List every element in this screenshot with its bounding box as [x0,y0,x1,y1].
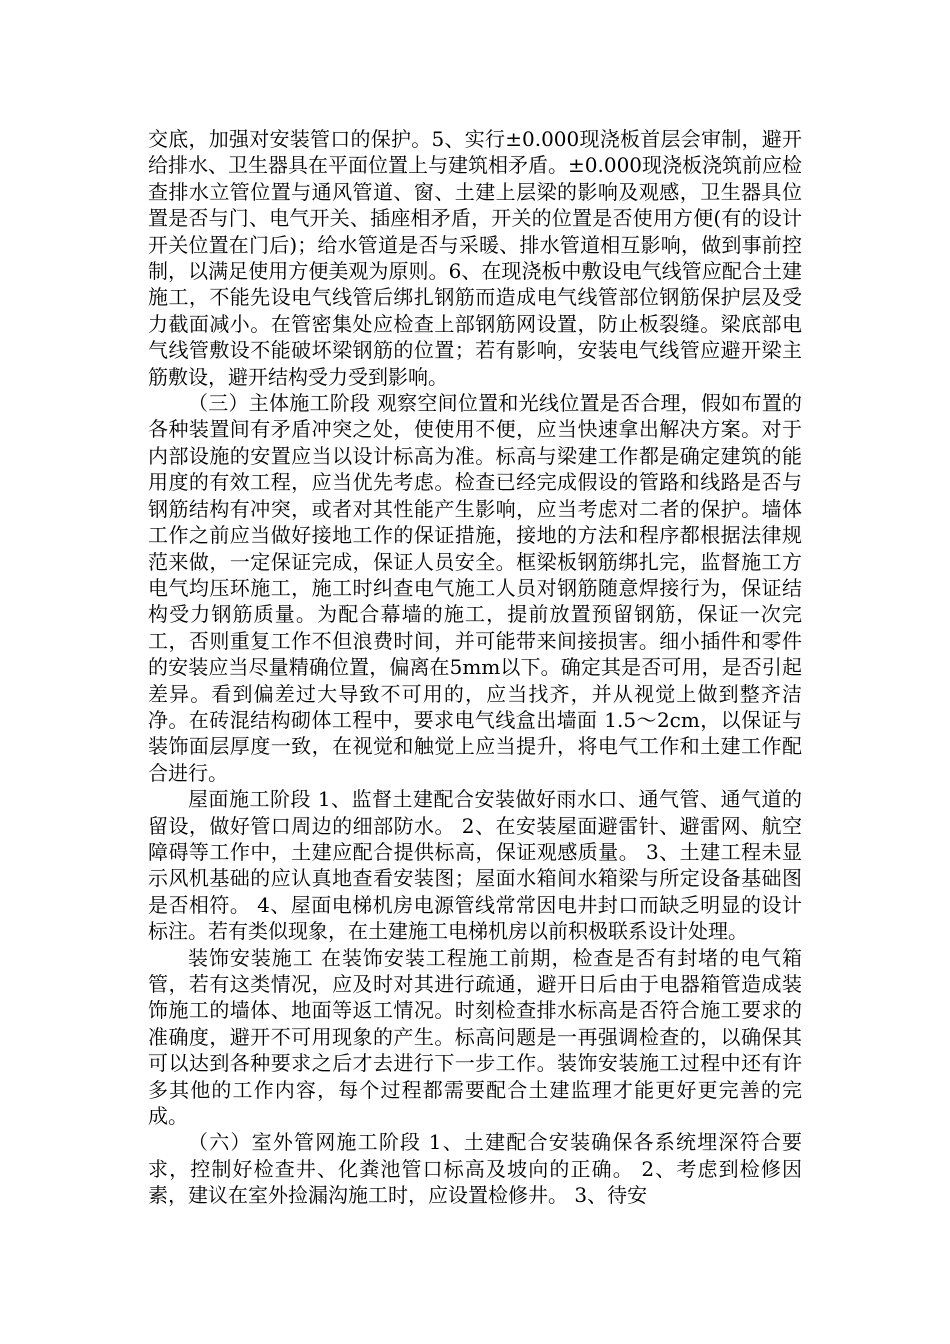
paragraph-3: 屋面施工阶段 1、监督土建配合安装做好雨水口、通气管、通气道的留设，做好管口周边的细部防水。 2、在安装屋面避雷针、避雷网、航空障碍等工作中，土建应配合提供标高，保证观感质量。 3、土建工程未显示风机基础的应认真地查看安装图；屋面水箱间水箱梁与所定设备基础图是否相符。 4、屋面电梯机房电源管线常常因电井封口而缺乏明显的设计标注。若有类似现象，在土建施工电梯机房以前积极联系设计处理。 [148,787,802,944]
paragraph-5: （六）室外管网施工阶段 1、土建配合安装确保各系统埋深符合要求，控制好检查井、化粪池管口标高及坡向的正确。 2、考虑到检修因素，建议在室外捡漏沟施工时，应设置检修井。 3、待安 [148,1130,802,1208]
paragraph-4: 装饰安装施工 在装饰安装工程施工前期，检查是否有封堵的电气箱管，若有这类情况，应及时对其进行疏通，避开日后由于电器箱管造成装饰施工的墙体、地面等返工情况。时刻检查排水标高是否符合施工要求的准确度，避开不可用现象的产生。标高问题是一再强调检查的，以确保其可以达到各种要求之后才去进行下一步工作。装饰安装施工过程中还有许多其他的工作内容，每个过程都需要配合土建监理才能更好更完善的完成。 [148,945,802,1129]
document-body [148,126,802,1209]
paragraph-1: 交底，加强对安装管口的保护。5、实行±0.000现浇板首层会审制，避开给排水、卫生器具在平面位置上与建筑相矛盾。±0.000现浇板浇筑前应检查排水立管位置与通风管道、窗、土建上层梁的影响及观感，卫生器具位置是否与门、电气开关、插座相矛盾，开关的位置是否使用方便(有的设计开关位置在门后)；给水管道是否与采暖、排水管道相互影响，做到事前控制，以满足使用方便美观为原则。6、在现浇板中敷设电气线管应配合土建施工，不能先设电气线管后绑扎钢筋而造成电气线管部位钢筋保护层及受力截面减小。在管密集处应检查上部钢筋网设置，防止板裂缝。梁底部电气线管敷设不能破坏梁钢筋的位置；若有影响，安装电气线管应避开梁主筋敷设，避开结构受力受到影响。 [148,127,803,389]
paragraph-2: （三）主体施工阶段 观察空间位置和光线位置是否合理，假如布置的各种装置间有矛盾冲突之处，使使用不便，应当快速拿出解决方案。对于内部设施的安置应当以设计标高为准。标高与梁建工作都是确定建筑的能用度的有效工程，应当优先考虑。检查已经完成假设的管路和线路是否与钢筋结构有冲突，或者对其性能产生影响，应当考虑对二者的保护。墙体工作之前应当做好接地工作的保证措施，接地的方法和程序都根据法律规范来做，一定保证完成，保证人员安全。框梁板钢筋绑扎完，监督施工方电气均压环施工，施工时纠查电气施工人员对钢筋随意焊接行为，保证结构受力钢筋质量。为配合幕墙的施工，提前放置预留钢筋，保证一次完工，否则重复工作不但浪费时间，并可能带来间接损害。细小插件和零件的安装应当尽量精确位置，偏离在5mm以下。确定其是否可用，是否引起差异。看到偏差过大导致不可用的，应当找齐，并从视觉上做到整齐洁净。在砖混结构砌体工程中，要求电气线盒出墙面 1.5～2cm，以保证与装饰面层厚度一致，在视觉和触觉上应当提升，将电气工作和土建工作配合进行。 [148,391,802,785]
